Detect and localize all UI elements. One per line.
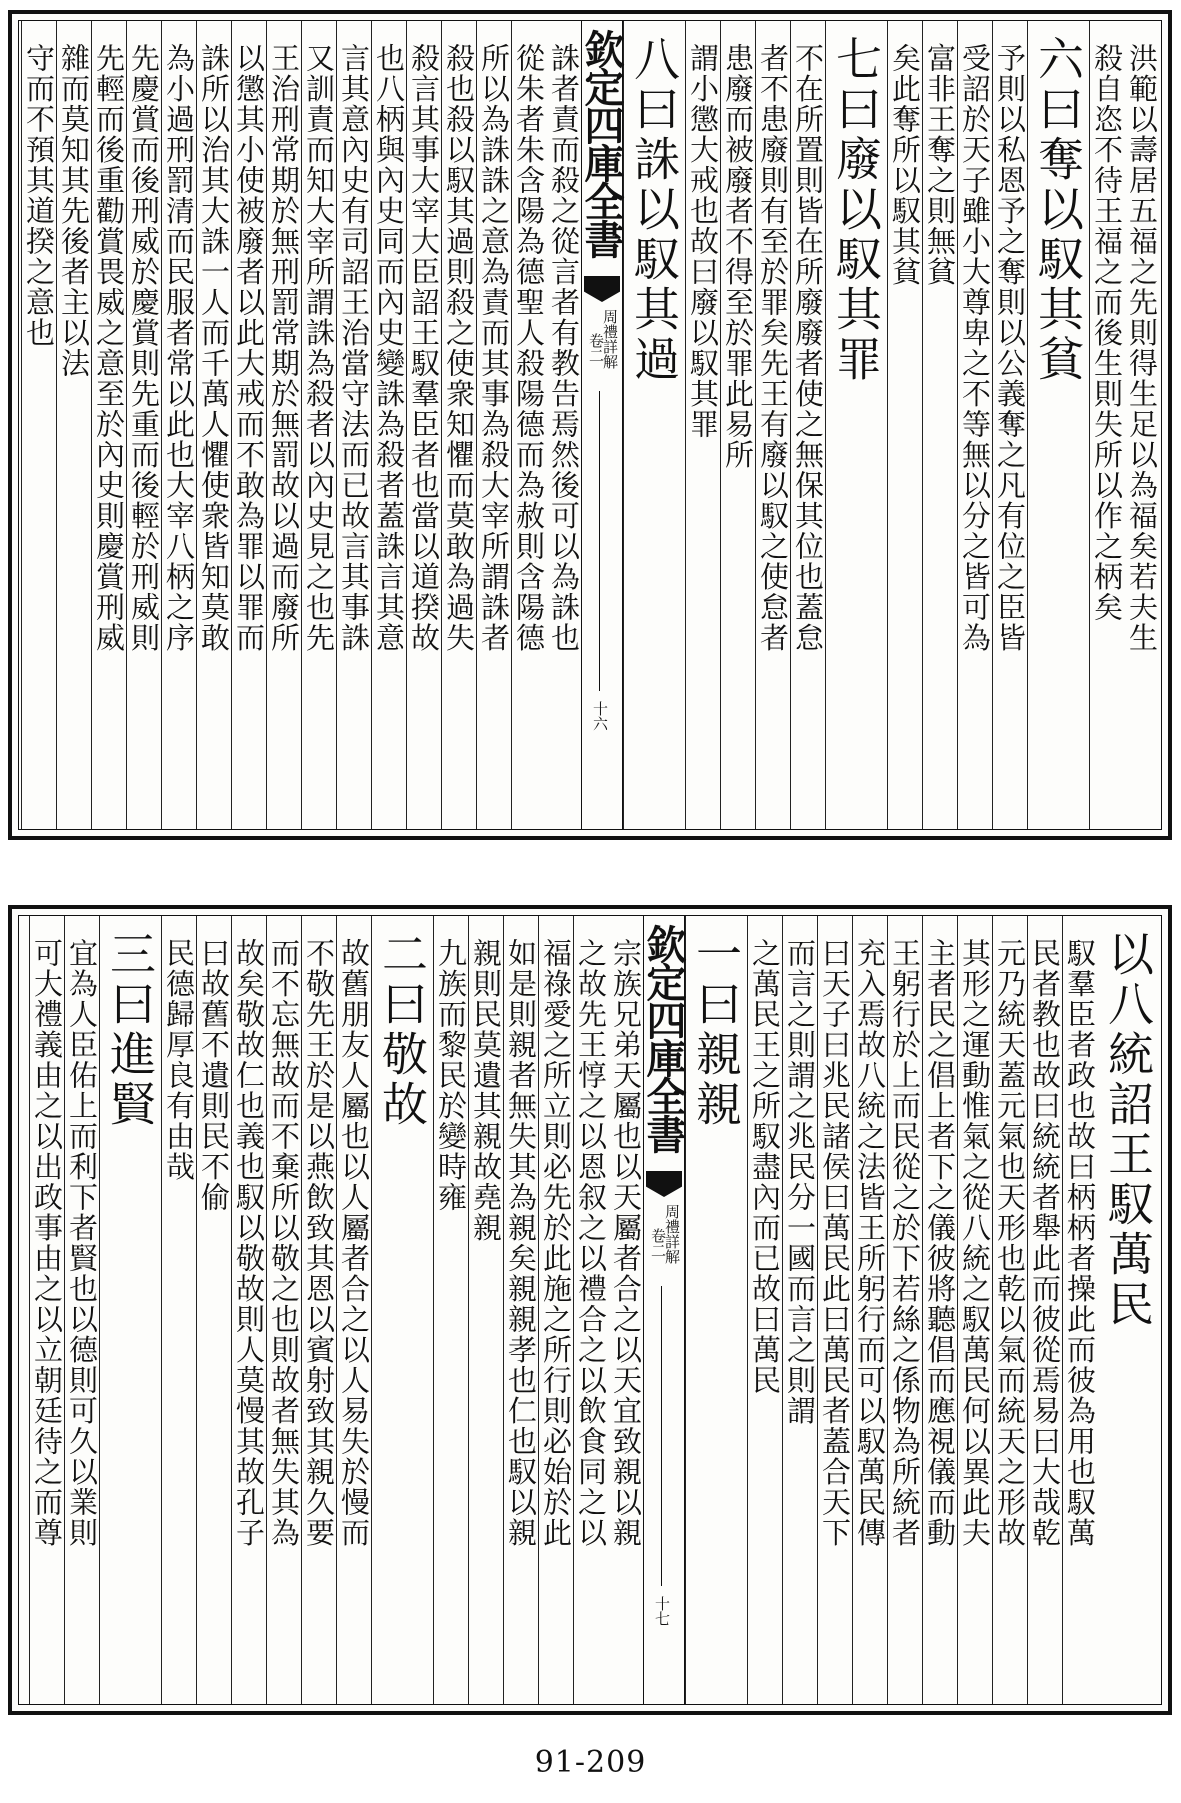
spine-title: 欽定四庫全書 — [640, 924, 687, 1152]
column-text: 如是則親者無失其為親矣親親孝也仁也馭以親 — [504, 938, 538, 1548]
spine-book-title: 周禮詳解 — [663, 1204, 681, 1264]
column-text: 矣此奪所以馭其貧 — [888, 43, 922, 287]
section-heading: 一曰親親 — [689, 930, 743, 1130]
text-column — [887, 916, 922, 1704]
column-text: 民者教也故曰統統者舉此而彼從焉易曰大哉乾 — [1028, 938, 1062, 1548]
section-heading: 二曰敬故 — [375, 930, 429, 1130]
page-spine — [640, 916, 687, 1704]
column-text: 洪範以壽居五福之先則得生足以為福矣若夫生 — [1125, 43, 1159, 653]
text-column — [161, 916, 196, 1704]
column-text: 而言之則謂之兆民分一國而言之則謂 — [783, 938, 817, 1426]
text-column — [511, 21, 546, 829]
column-text: 所以為誅誅之意為責而其事為殺大宰所謂誅者 — [477, 43, 511, 653]
text-column — [161, 21, 196, 829]
text-column — [957, 21, 992, 829]
column-text: 王躬行於上而民從之於下若絲之係物為所統者 — [888, 938, 922, 1548]
column-text: 故矣敬故仁也義也馭以敬故則人莫慢其故孔子 — [232, 938, 266, 1548]
column-text: 主者民之倡上者下之儀彼將聽倡而應視儀而動 — [923, 938, 957, 1548]
column-text: 之故先王惇之以恩叙之以禮合之以飲食同之以 — [574, 938, 608, 1548]
column-text: 宜為人臣佑上而利下者賢也以德則可久以業則 — [65, 938, 99, 1548]
text-column — [406, 21, 441, 829]
text-column — [433, 916, 468, 1704]
section-heading: 以八統詔王馭萬民 — [1101, 930, 1155, 1330]
section-heading-column — [825, 21, 887, 829]
column-text: 誅者責而殺之從言者有教告焉然後可以為誅也 — [547, 43, 581, 653]
section-heading-column — [371, 916, 433, 1704]
spine-book-title: 周禮詳解 — [601, 309, 619, 369]
text-column — [1089, 21, 1124, 829]
lower-page — [8, 905, 1172, 1715]
section-heading: 六曰奪以馭其貧 — [1031, 35, 1085, 385]
column-text: 不敬先王於是以燕飲致其恩以賓射致其親久要 — [302, 938, 336, 1548]
column-text: 予則以私恩予之奪則以公義奪之凡有位之臣皆 — [993, 43, 1027, 653]
fishtail-mark-icon — [584, 276, 620, 302]
column-text: 而不忘無故而不棄所以敬之也則故者無失其為 — [267, 938, 301, 1548]
text-column — [301, 21, 336, 829]
text-column — [441, 21, 476, 829]
column-text: 馭羣臣者政也故曰柄柄者操此而彼為用也馭萬 — [1063, 938, 1097, 1548]
text-column — [782, 916, 817, 1704]
column-text: 者不患廢則有至於罪矣先王有廢以馭之使怠者 — [756, 43, 790, 653]
column-text: 殺言其事大宰大臣詔王馭羣臣者也當以道揆故 — [407, 43, 441, 653]
upper-page — [8, 10, 1172, 840]
text-column — [887, 21, 922, 829]
column-text: 曰故舊不遺則民不偷 — [197, 938, 231, 1213]
column-text: 充入焉故八統之法皆王所躬行而可以馭萬民傳 — [853, 938, 887, 1548]
text-column — [64, 916, 99, 1704]
page-number: 91-209 — [534, 1745, 647, 1780]
column-text: 親則民莫遺其親故堯親 — [469, 938, 503, 1243]
text-column — [790, 21, 825, 829]
text-column — [29, 916, 64, 1704]
column-text: 守而不預其道揆之意也 — [22, 43, 56, 348]
column-text: 殺自恣不待王福之而後生則失所以作之柄矣 — [1090, 43, 1124, 623]
spine-title: 欽定四庫全書 — [578, 29, 625, 257]
section-heading-column — [1027, 21, 1089, 829]
spine-leaf-number: 十六 — [591, 701, 609, 731]
text-column — [538, 916, 573, 1704]
text-column — [126, 21, 161, 829]
column-text: 患廢而被廢者不得至於罪此易所 — [721, 43, 755, 470]
section-heading-column — [99, 916, 161, 1704]
column-text: 王治刑常期於無刑罰常期於無罰故以過而廢所 — [267, 43, 301, 653]
text-column — [231, 21, 266, 829]
spine-rule — [599, 391, 600, 691]
text-column — [21, 21, 56, 829]
text-column — [685, 21, 720, 829]
text-column — [817, 916, 852, 1704]
column-text: 誅所以治其大誅一人而千萬人懼使衆皆知莫敢 — [197, 43, 231, 653]
section-heading: 七曰廢以馭其罪 — [829, 35, 883, 385]
section-heading: 八曰誅以馭其過 — [627, 35, 681, 385]
text-column — [196, 21, 231, 829]
column-text: 元乃統天蓋元氣也天形也乾以氣而統天之形故 — [993, 938, 1027, 1548]
spine-leaf-number: 十七 — [653, 1596, 671, 1626]
page-spine — [578, 21, 625, 829]
spine-rule — [661, 1286, 662, 1586]
column-text: 民德歸厚良有由哉 — [162, 938, 196, 1182]
text-column — [468, 916, 503, 1704]
text-column — [608, 916, 643, 1704]
column-text: 故舊朋友人屬也以人屬者合之以人易失於慢而 — [337, 938, 371, 1548]
text-column — [1062, 916, 1097, 1704]
section-heading: 三曰進賢 — [103, 930, 157, 1130]
section-heading-column — [1097, 916, 1159, 1704]
spine-volume: 卷二 — [587, 333, 605, 363]
column-text: 謂小懲大戒也故曰廢以馭其罪 — [686, 43, 720, 440]
column-text: 九族而黎民於變時雍 — [434, 938, 468, 1213]
column-text: 之萬民王之所馭盡內而已故曰萬民 — [748, 938, 782, 1396]
text-column — [546, 21, 581, 829]
text-column — [720, 21, 755, 829]
column-text: 可大禮義由之以出政事由之以立朝廷待之而尊 — [30, 938, 64, 1548]
column-text: 以懲其小使被廢者以此大戒而不敢為罪以罪而 — [232, 43, 266, 653]
text-column — [91, 21, 126, 829]
spine-volume: 卷二 — [649, 1228, 667, 1258]
text-column — [301, 916, 336, 1704]
column-text: 先慶賞而後刑威於慶賞則先重而後輕於刑威則 — [127, 43, 161, 653]
column-text: 殺也殺以馭其過則殺之使衆知懼而莫敢為過失 — [442, 43, 476, 653]
text-column — [266, 916, 301, 1704]
text-column — [992, 916, 1027, 1704]
column-text: 言其意內史有司詔王治當守法而已故言其事誅 — [337, 43, 371, 653]
text-column — [476, 21, 511, 829]
column-text: 富非王奪之則無貧 — [923, 43, 957, 287]
text-column — [266, 21, 301, 829]
text-column — [196, 916, 231, 1704]
column-text: 宗族兄弟天屬也以天屬者合之以天宜致親以親 — [609, 938, 643, 1548]
column-text: 先輕而後重勸賞畏威之意至於內史則慶賞刑威 — [92, 43, 126, 653]
fishtail-mark-icon — [646, 1171, 682, 1197]
column-text: 又訓責而知大宰所謂誅為殺者以內史見之也先 — [302, 43, 336, 653]
upper-page-frame — [18, 20, 1162, 830]
lower-page-frame — [18, 915, 1162, 1705]
section-heading-column — [623, 21, 685, 829]
text-column — [1124, 21, 1159, 829]
column-text: 雜而莫知其先後者主以法 — [57, 43, 91, 379]
text-column — [573, 916, 608, 1704]
column-text: 也八柄與內史同而內史變誅為殺者蓋誅言其意 — [372, 43, 406, 653]
text-column — [336, 21, 371, 829]
text-column — [371, 21, 406, 829]
text-column — [992, 21, 1027, 829]
text-column — [922, 21, 957, 829]
text-column — [231, 916, 266, 1704]
text-column — [922, 916, 957, 1704]
text-column — [1027, 916, 1062, 1704]
column-text: 受詔於天子雖小大尊卑之不等無以分之皆可為 — [958, 43, 992, 653]
text-column — [56, 21, 91, 829]
column-text: 為小過刑罰清而民服者常以此也大宰八柄之序 — [162, 43, 196, 653]
column-text: 其形之運動惟氣之從八統之馭萬民何以異此夫 — [958, 938, 992, 1548]
text-column — [747, 916, 782, 1704]
column-text: 從朱者朱含陽為德聖人殺陽德而為赦則含陽德 — [512, 43, 546, 653]
text-column — [957, 916, 992, 1704]
section-heading-column — [685, 916, 747, 1704]
column-text: 不在所置則皆在所廢廢者使之無保其位也蓋怠 — [791, 43, 825, 653]
text-column — [336, 916, 371, 1704]
column-text: 福祿愛之所立則必先於此施之所行則必始於此 — [539, 938, 573, 1548]
text-column — [503, 916, 538, 1704]
text-column — [755, 21, 790, 829]
column-text: 曰天子曰兆民諸侯曰萬民此曰萬民者蓋合天下 — [818, 938, 852, 1548]
text-column — [852, 916, 887, 1704]
